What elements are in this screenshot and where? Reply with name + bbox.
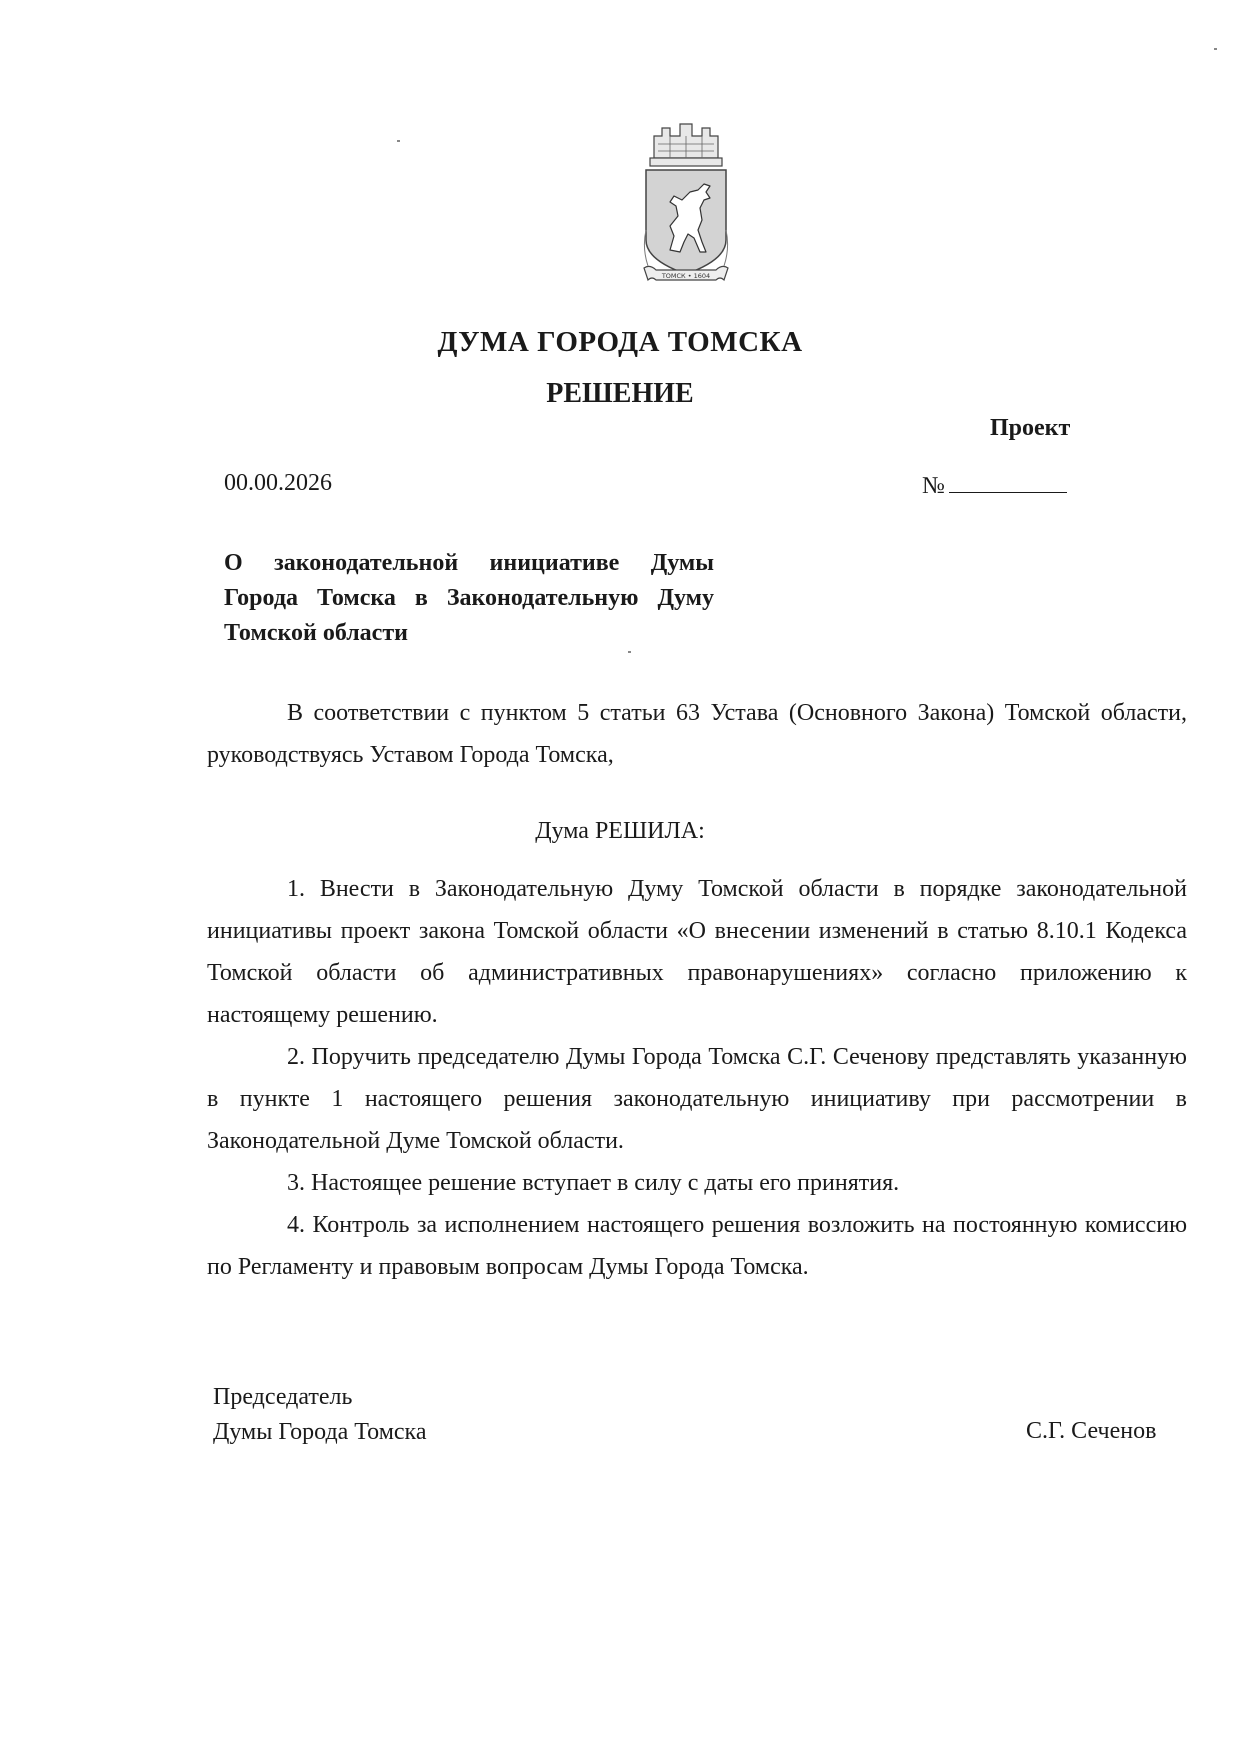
number-label: № bbox=[922, 473, 945, 499]
number-blank-line bbox=[949, 472, 1067, 493]
preamble-text: В соответствии с пунктом 5 статьи 63 Устава (Основного Закона) Томской области, руководствуясь Уставом Города Томска, bbox=[207, 700, 1187, 768]
organization-title: ДУМА ГОРОДА ТОМСКА bbox=[437, 326, 803, 358]
document-date: 00.00.2026 bbox=[224, 470, 332, 496]
resolution-item: 3. Настоящее решение вступает в силу с даты его принятия. bbox=[287, 1170, 900, 1196]
resolution-item: 2. Поручить председателю Думы Города Томска С.Г. Сеченову представлять указанную в пункте 1 настоящего решения законодательную инициативу при рассмотрении в Законодательной Думе Томской области. bbox=[207, 1044, 1187, 1154]
resolved-label: Дума РЕШИЛА: bbox=[535, 818, 705, 844]
resolution-item: 4. Контроль за исполнением настоящего решения возложить на постоянную комиссию по Регламенту и правовым вопросам Думы Города Томска. bbox=[207, 1212, 1187, 1280]
document-type: РЕШЕНИЕ bbox=[546, 378, 694, 409]
signatory-position bbox=[213, 1380, 427, 1450]
tomsk-coat-of-arms-icon bbox=[640, 118, 732, 298]
resolution-item: 1. Внести в Законодательную Думу Томской области в порядке законодательной инициативы проект закона Томской области «О внесении изменений в статью 8.10.1 Кодекса Томской области об административных правонарушениях» согласно приложению к настоящему решению. bbox=[207, 876, 1187, 1028]
position-line-1: Председатель bbox=[213, 1384, 353, 1410]
scan-speck bbox=[397, 140, 400, 142]
signatory-name: С.Г. Сеченов bbox=[1026, 1418, 1157, 1444]
scan-speck bbox=[1214, 48, 1217, 50]
coat-of-arms bbox=[640, 118, 732, 298]
preamble bbox=[207, 692, 1187, 776]
document-subject: О законодательной инициативе Думы Города Томска в Законодательную Думу Томской области bbox=[224, 550, 714, 646]
resolution-items bbox=[207, 868, 1187, 1288]
position-line-2: Думы Города Томска bbox=[213, 1419, 427, 1445]
scan-speck bbox=[628, 651, 631, 653]
document-number bbox=[922, 472, 1067, 500]
emblem-ribbon-text: ТОМСК • 1604 bbox=[661, 272, 711, 280]
draft-label: Проект bbox=[990, 415, 1071, 441]
